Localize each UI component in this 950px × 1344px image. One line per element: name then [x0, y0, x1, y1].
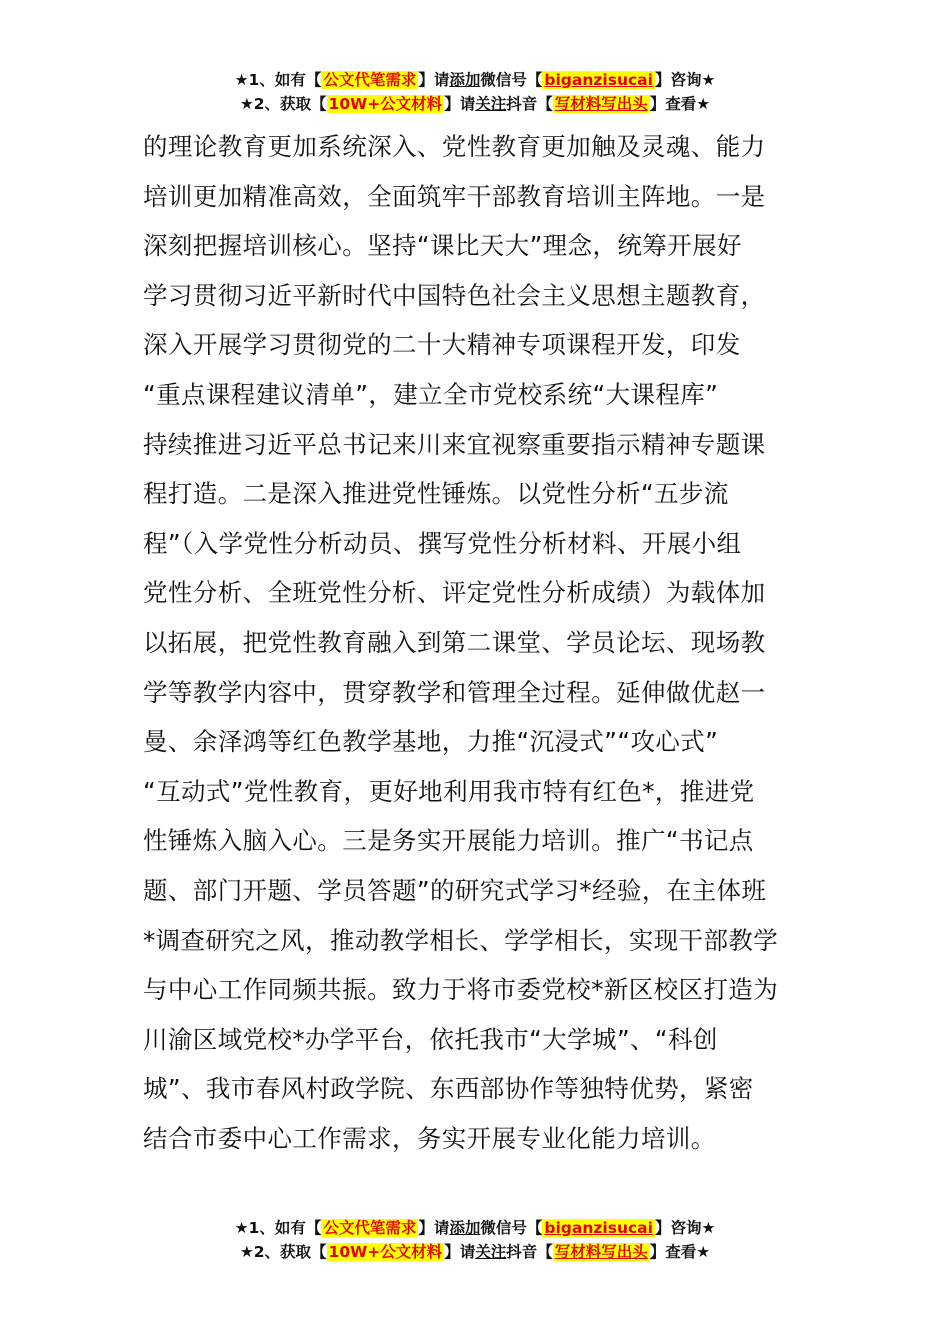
highlight-wechat-id[interactable]: biganzisucai: [544, 1219, 653, 1237]
body-line: 与中心工作同频共振。致力于将市委党校*新区校区打造为: [143, 975, 779, 1005]
body-line: *调查研究之风，推动教学相长、学学相长，实现干部教学: [143, 925, 779, 955]
highlight-materials: 10W+公文材料: [328, 95, 443, 113]
highlight-douyin-account[interactable]: 写材料写出头: [554, 95, 648, 113]
body-line: 学习贯彻习近平新时代中国特色社会主义思想主题教育，: [143, 280, 766, 310]
body-line: 的理论教育更加系统深入、党性教育更加触及灵魂、能力: [143, 132, 766, 161]
banner-line-1: ★1、如有【 公文代笔需求 】请添加微信号【 biganzisucai 】咨询★: [234, 71, 716, 89]
body-line: 川渝区域党校*办学平台，依托我市“大学城”、“科创: [143, 1024, 718, 1054]
document-body: [143, 122, 810, 1163]
highlight-service: 公文代笔需求: [323, 1219, 417, 1237]
body-line: “互动式”党性教育，更好地利用我市特有红色*，推进党: [143, 776, 755, 806]
highlight-wechat-id[interactable]: biganzisucai: [544, 71, 653, 89]
body-line: 深入开展学习贯彻党的二十大精神专项课程开发，印发: [143, 330, 741, 360]
highlight-douyin-account[interactable]: 写材料写出头: [554, 1243, 648, 1261]
bottom-banner: [0, 1216, 950, 1264]
body-line: “重点课程建议清单”，建立全市党校系统“大课程库”: [143, 379, 719, 409]
body-line: 学等教学内容中，贯穿教学和管理全过程。延伸做优赵一: [143, 677, 766, 707]
body-line: 培训更加精准高效，全面筑牢干部教育培训主阵地。一是: [143, 181, 766, 211]
body-line: 以拓展，把党性教育融入到第二课堂、学员论坛、现场教: [143, 627, 766, 657]
body-line: 党性分析、全班党性分析、评定党性分析成绩）为载体加: [143, 578, 766, 608]
body-line: 性锤炼入脑入心。三是务实开展能力培训。推广“书记点: [143, 826, 754, 856]
top-banner: [0, 68, 950, 116]
body-line: 持续推进习近平总书记来川来宜视察重要指示精神专题课: [143, 429, 766, 459]
highlight-service: 公文代笔需求: [323, 71, 417, 89]
body-line: 题、部门开题、学员答题”的研究式学习*经验，在主体班: [143, 875, 767, 905]
highlight-materials: 10W+公文材料: [328, 1243, 443, 1261]
banner-line-2: ★2、获取【 10W+公文材料 】请关注抖音【 写材料写出头 】查看★: [239, 1243, 711, 1261]
banner-line-2: ★2、获取【 10W+公文材料 】请关注抖音【 写材料写出头 】查看★: [239, 95, 711, 113]
banner-line-1: ★1、如有【 公文代笔需求 】请添加微信号【 biganzisucai 】咨询★: [234, 1219, 716, 1237]
body-line: 深刻把握培训核心。坚持“课比天大”理念，统筹开展好: [143, 231, 742, 261]
body-line: 城”、我市春风村政学院、东西部协作等独特优势，紧密: [143, 1074, 754, 1104]
body-line: 结合市委中心工作需求，务实开展专业化能力培训。: [143, 1123, 716, 1153]
body-line: 程打造。二是深入推进党性锤炼。以党性分析“五步流: [143, 479, 729, 509]
body-line: 程”（入学党性分析动员、撰写党性分析材料、开展小组: [143, 528, 742, 558]
body-line: 曼、余泽鸿等红色教学基地，力推“沉浸式”“攻心式”: [143, 727, 719, 757]
